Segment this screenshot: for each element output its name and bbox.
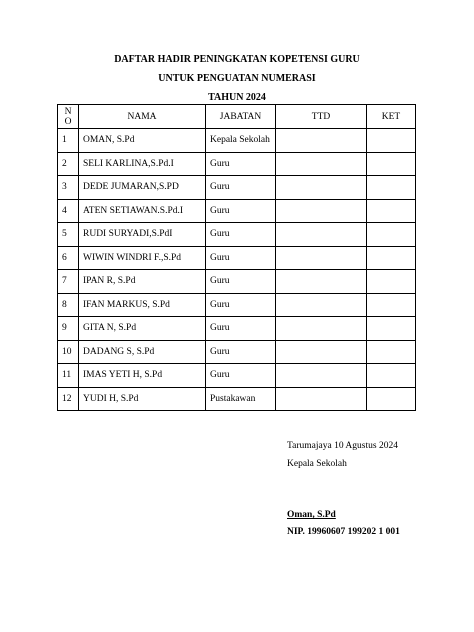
cell-note [367,317,416,341]
cell-position: Pustakawan [206,387,276,411]
cell-signature [276,364,367,388]
cell-note [367,223,416,247]
table-row [58,317,416,341]
cell-note [367,270,416,294]
title-line-2: UNTUK PENGUATAN NUMERASI [158,73,316,84]
cell-signature [276,293,367,317]
header-no [58,105,79,129]
cell-no: 12 [58,387,79,411]
cell-name: SELI KARLINA,S.Pd.I [79,152,206,176]
cell-position: Guru [206,293,276,317]
table-row [58,340,416,364]
cell-note [367,293,416,317]
table-row [58,387,416,411]
table-row [58,293,416,317]
table-row [58,246,416,270]
title-line-3: TAHUN 2024 [208,92,266,103]
cell-position: Guru [206,199,276,223]
cell-name: IMAS YETI H, S.Pd [79,364,206,388]
cell-name: IPAN R, S.Pd [79,270,206,294]
cell-note [367,246,416,270]
cell-name: OMAN, S.Pd [79,129,206,153]
cell-signature [276,152,367,176]
cell-no: 7 [58,270,79,294]
document-title [0,53,474,110]
title-line-1: DAFTAR HADIR PENINGKATAN KOPETENSI GURU [114,54,360,65]
cell-no: 8 [58,293,79,317]
signature-nip: NIP. 19960607 199202 1 001 [287,527,400,537]
cell-name: YUDI H, S.Pd [79,387,206,411]
cell-no: 4 [58,199,79,223]
cell-position: Guru [206,340,276,364]
cell-signature [276,246,367,270]
cell-note [367,387,416,411]
cell-note [367,199,416,223]
cell-signature [276,199,367,223]
cell-note [367,152,416,176]
cell-no: 2 [58,152,79,176]
table-row [58,176,416,200]
cell-no: 3 [58,176,79,200]
header-no-line-1: N [64,106,72,117]
signature-place-date: Tarumajaya 10 Agustus 2024 [287,441,398,451]
cell-note [367,176,416,200]
cell-note [367,129,416,153]
cell-note [367,340,416,364]
cell-signature [276,223,367,247]
cell-no: 9 [58,317,79,341]
table-row [58,199,416,223]
header-no-line-2: O [64,116,72,127]
table-row [58,223,416,247]
cell-name: WIWIN WINDRI F.,S.Pd [79,246,206,270]
table-row [58,270,416,294]
attendance-table [57,104,416,411]
cell-position: Guru [206,317,276,341]
cell-signature [276,129,367,153]
cell-position: Guru [206,364,276,388]
cell-note [367,364,416,388]
cell-position: Kepala Sekolah [206,129,276,153]
cell-position: Guru [206,223,276,247]
cell-name: DADANG S, S.Pd [79,340,206,364]
cell-no: 6 [58,246,79,270]
table-row [58,129,416,153]
table-row [58,364,416,388]
cell-position: Guru [206,176,276,200]
table-header-row [58,105,416,129]
table-row [58,152,416,176]
cell-name: ATEN SETIAWAN.S.Pd.I [79,199,206,223]
cell-name: GITA N, S.Pd [79,317,206,341]
cell-position: Guru [206,152,276,176]
cell-name: DEDE JUMARAN,S.PD [79,176,206,200]
signature-name: Oman, S.Pd [287,510,336,520]
cell-no: 5 [58,223,79,247]
cell-signature [276,317,367,341]
cell-signature [276,340,367,364]
cell-signature [276,176,367,200]
header-note: KET [367,105,416,129]
cell-signature [276,387,367,411]
cell-no: 10 [58,340,79,364]
cell-position: Guru [206,246,276,270]
cell-no: 11 [58,364,79,388]
header-position: JABATAN [206,105,276,129]
header-signature: TTD [276,105,367,129]
cell-name: IFAN MARKUS, S.Pd [79,293,206,317]
cell-signature [276,270,367,294]
cell-position: Guru [206,270,276,294]
header-name: NAMA [79,105,206,129]
cell-no: 1 [58,129,79,153]
cell-name: RUDI SURYADI,S.PdI [79,223,206,247]
signature-position: Kepala Sekolah [287,459,347,469]
